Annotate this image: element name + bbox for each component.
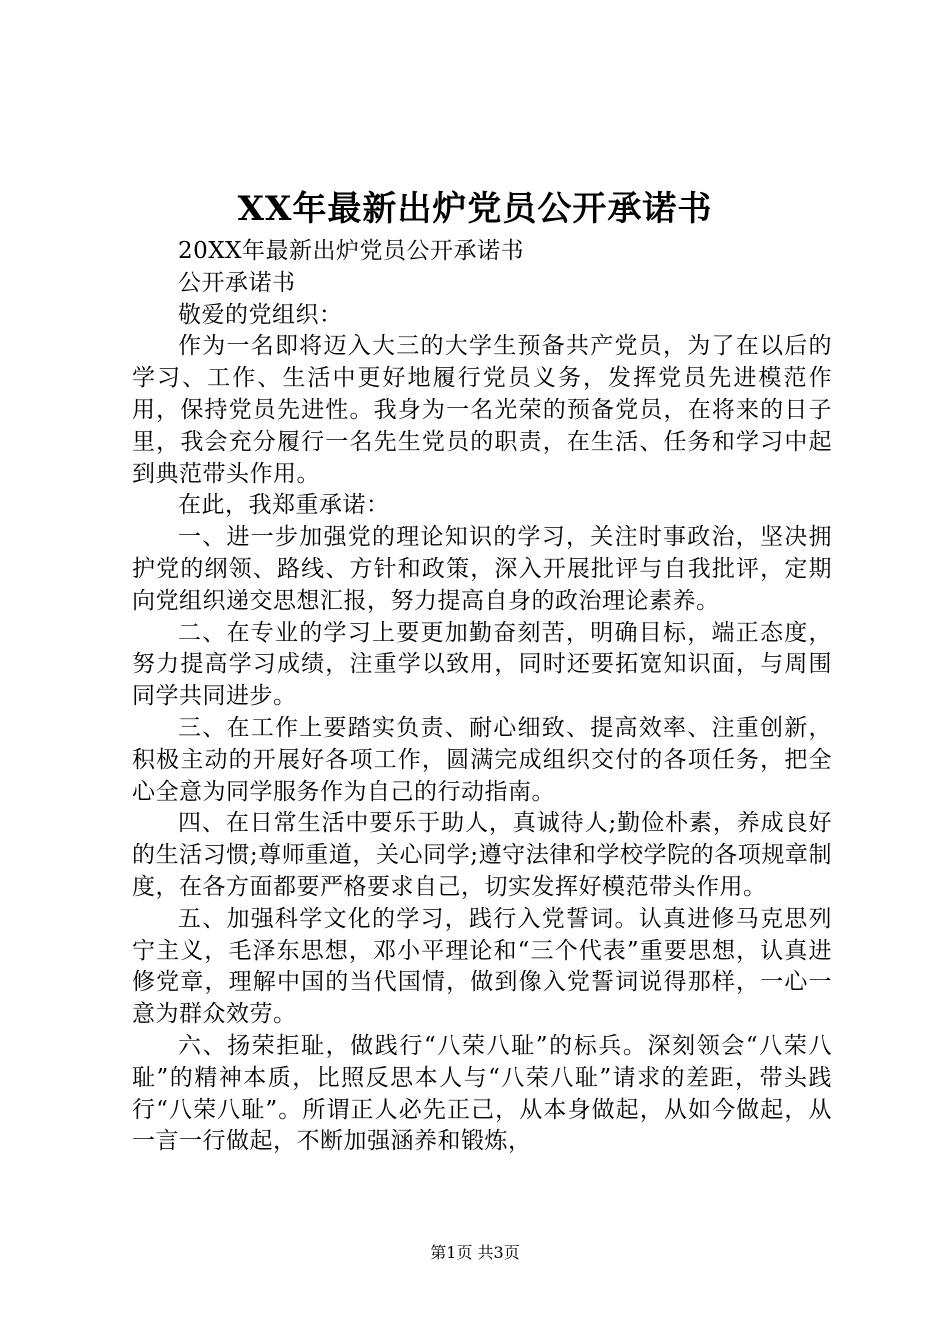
paragraph: 一、进一步加强党的理论知识的学习，关注时事政治，坚决拥护党的纲领、路线、方针和政策，深入开展批评与自我批评，定期向党组织递交思想汇报，努力提高自身的政治理论素养。: [132, 524, 832, 614]
paragraph: 四、在日常生活中要乐于助人，真诚待人;勤俭朴素，养成良好的生活习惯;尊师重道，关心同学;遵守法律和学校学院的各项规章制度，在各方面都要严格要求自己，切实发挥好模范带头作用。: [132, 810, 832, 900]
document-body: [132, 236, 832, 1158]
paragraph: 六、扬荣拒耻，做践行“八荣八耻”的标兵。深刻领会“八荣八耻”的精神本质，比照反思本人与“八荣八耻”请求的差距，带头践行“八荣八耻”。所谓正人必先正己，从本身做起，从如今做起，从一言一行做起，不断加强涵养和锻炼，: [132, 1032, 832, 1155]
page-footer: 第1页 共3页: [430, 1243, 520, 1262]
paragraph: 公开承诺书: [178, 269, 296, 296]
document-title: XX年最新出炉党员公开承诺书: [237, 189, 713, 229]
paragraph: 在此，我郑重承诺：: [178, 492, 390, 519]
paragraph: 二、在专业的学习上要更加勤奋刻苦，明确目标，端正态度，努力提高学习成绩，注重学以致用，同时还要拓宽知识面，与周围同学共同进步。: [132, 619, 832, 710]
paragraph: 三、在工作上要踏实负责、耐心细致、提高效率、注重创新，积极主动的开展好各项工作，圆满完成组织交付的各项任务，把全心全意为同学服务作为自己的行动指南。: [132, 714, 832, 805]
paragraph: 20XX年最新出炉党员公开承诺书: [178, 238, 525, 264]
paragraph: 作为一名即将迈入大三的大学生预备共产党员，为了在以后的学习、工作、生活中更好地履行党员义务，发挥党员先进模范作用，保持党员先进性。我身为一名光荣的预备党员，在将来的日子里，我会充分履行一名先生党员的职责，在生活、任务和学习中起到典范带头作用。: [132, 333, 832, 487]
paragraph: 五、加强科学文化的学习，践行入党誓词。认真进修马克思列宁主义，毛泽东思想，邓小平理论和“三个代表”重要思想，认真进修党章，理解中国的当代国情，做到像入党誓词说得那样，一心一意为群众效劳。: [132, 905, 832, 1028]
paragraph: 敬爱的党组织：: [178, 301, 343, 328]
